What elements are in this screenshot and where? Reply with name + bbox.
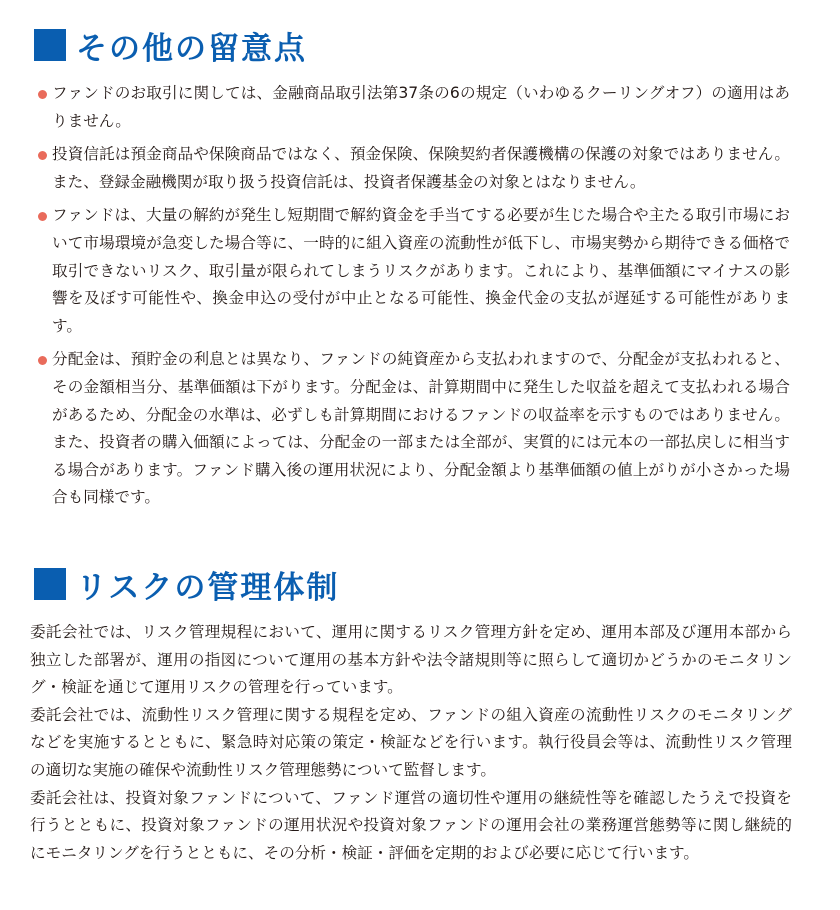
section-title: リスクの管理体制 bbox=[76, 569, 340, 606]
section-heading-risk-management bbox=[34, 563, 339, 605]
list-item-text: ファンドのお取引に関しては、金融商品取引法第37条の6の規定（いわゆるクーリングオフ）の適用はありません。 bbox=[52, 84, 790, 130]
paragraph: 委託会社では、リスク管理規程において、運用に関するリスク管理方針を定め、運用本部及び運用本部から独立した部署が、運用の指図について運用の基本方針や法令諸規則等に照らして適切かどうかのモニタリング・検証を通じて運用リスクの管理を行っています。 bbox=[30, 623, 792, 697]
paragraph: 委託会社では、流動性リスク管理に関する規程を定め、ファンドの組入資産の流動性リスクのモニタリングなどを実施するとともに、緊急時対応策の策定・検証などを行います。執行役員会等は、流動性リスク管理の適切な実施の確保や流動性リスク管理態勢について監督します。 bbox=[30, 705, 792, 779]
section-heading-other-notes bbox=[34, 24, 307, 66]
bullet-dot-icon bbox=[38, 212, 47, 221]
section-title: その他の留意点 bbox=[76, 30, 307, 67]
list-item-text: ファンドは、大量の解約が発生し短期間で解約資金を手当てする必要が生じた場合や主たる取引市場において市場環境が急変した場合等に、一時的に組入資産の流動性が低下し、市場実勢から期待できる価格で取引できないリスク、取引量が限られてしまうリスクがあります。これにより、基準価額にマイナスの影響を及ぼす可能性や、換金申込の受付が中止となる可能性、換金代金の支払が遅延する可能性があります。 bbox=[52, 206, 790, 335]
notes-list bbox=[38, 80, 790, 518]
list-item-text: 分配金は、預貯金の利息とは異なり、ファンドの純資産から支払われますので、分配金が支払われると、その金額相当分、基準価額は下がります。分配金は、計算期間中に発生した収益を超えて支払われる場合があるため、分配金の水準は、必ずしも計算期間におけるファンドの収益率を示すものではありません。また、投資者の購入価額によっては、分配金の一部または全部が、実質的には元本の一部払戻しに相当する場合があります。ファンド購入後の運用状況により、分配金額より基準価額の値上がりが小さかった場合も同様です。 bbox=[52, 350, 790, 507]
list-item bbox=[38, 346, 790, 512]
list-item bbox=[38, 141, 790, 196]
risk-management-body bbox=[30, 619, 792, 867]
bullet-dot-icon bbox=[38, 90, 47, 99]
list-item bbox=[38, 202, 790, 340]
list-item-text: 投資信託は預金商品や保険商品ではなく、預金保険、保険契約者保護機構の保護の対象ではありません。また、登録金融機関が取り扱う投資信託は、投資者保護基金の対象とはなりません。 bbox=[52, 145, 790, 191]
heading-square-icon bbox=[34, 29, 66, 61]
list-item bbox=[38, 80, 790, 135]
bullet-dot-icon bbox=[38, 356, 47, 365]
heading-square-icon bbox=[34, 568, 66, 600]
paragraph: 委託会社は、投資対象ファンドについて、ファンド運営の適切性や運用の継続性等を確認したうえで投資を行うとともに、投資対象ファンドの運用状況や投資対象ファンドの運用会社の業務運営態勢等に関し継続的にモニタリングを行うとともに、その分析・検証・評価を定期的および必要に応じて行います。 bbox=[30, 788, 792, 862]
bullet-dot-icon bbox=[38, 151, 47, 160]
